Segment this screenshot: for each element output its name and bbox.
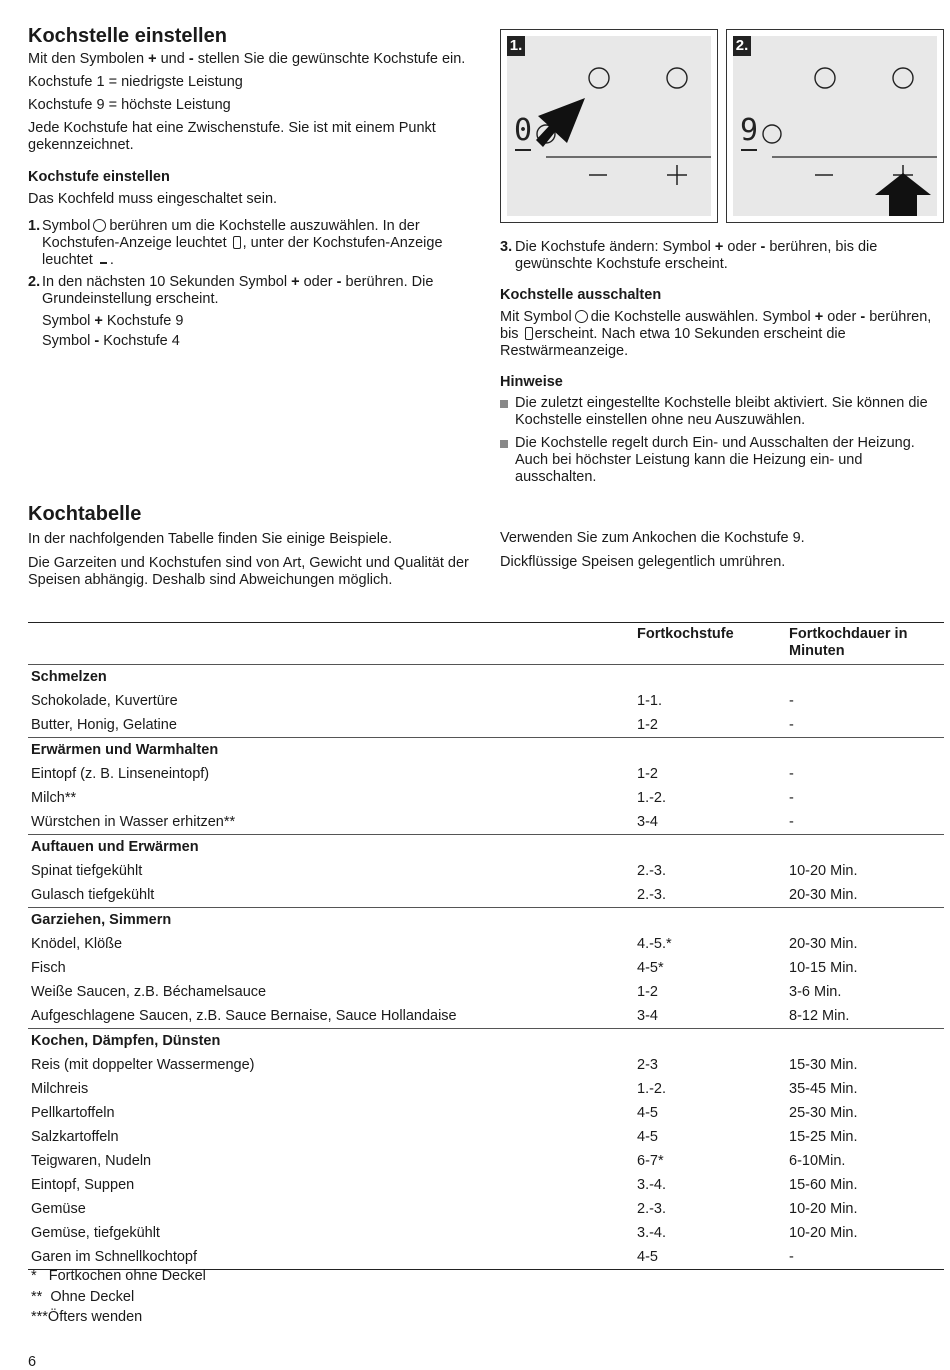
table-header-row: [28, 623, 944, 665]
max-level-text: Kochstufe 9 = höchste Leistung: [28, 97, 231, 113]
symbol-minus-line: Symbol - Kochstufe 4: [42, 333, 180, 349]
table-body: [28, 665, 944, 1270]
table-cell-dish: Milch**: [31, 790, 77, 806]
figure-panel-1: [500, 29, 718, 223]
table-cell-dish: Butter, Honig, Gelatine: [31, 717, 177, 733]
table-row: [28, 1173, 944, 1197]
table-row: [28, 713, 944, 738]
panel-1-display: 0: [514, 113, 533, 148]
table-group-row: [28, 1029, 944, 1054]
table-row: [28, 1125, 944, 1149]
cooking-zone-circle-icon: [815, 68, 835, 88]
table-row: [28, 689, 944, 713]
note-item: Die Kochstelle regelt durch Ein- und Ausschalten der Heizung. Auch bei höchster Leistung kann die Heizung ein- und ausschalten.: [500, 435, 942, 486]
kochtabelle-intro: [28, 502, 473, 589]
subtitle-kochstelle-ausschalten: Kochstelle ausschalten: [500, 287, 662, 303]
kochtabelle-intro-1: In der nachfolgenden Tabelle finden Sie einige Beispiele.: [28, 531, 393, 547]
table-cell-dish: Spinat tiefgekühlt: [31, 863, 143, 879]
table-cell-duration: 10-20 Min.: [789, 1225, 858, 1241]
panel-1-tag: 1.: [507, 36, 525, 56]
table-cell-level: 1-1.: [637, 693, 662, 709]
off-paragraph: Mit Symbol die Kochstelle auswählen. Symbol + oder - berühren, bis erscheint. Nach etwa 10 Sekunden erscheint die Restwärmeanzeige.: [500, 309, 932, 359]
table-cell-level: 3.-4.: [637, 1177, 667, 1193]
table-header-cell: Fortkochstufe: [637, 626, 734, 642]
footnote-item: ** Ohne Deckel: [31, 1288, 135, 1305]
table-cell-duration: 10-15 Min.: [789, 960, 858, 976]
table-cell-level: 4-5: [634, 1245, 786, 1270]
table-group-label: Kochen, Dämpfen, Dünsten: [28, 1029, 944, 1054]
table-cell-level: 2.-3.: [637, 1201, 667, 1217]
section-title-kochtabelle: Kochtabelle: [28, 503, 142, 525]
table-group-row: [28, 835, 944, 860]
panel-2-tag: 2.: [733, 36, 751, 56]
table-row: [28, 859, 944, 883]
table-cell-level: 4-5: [637, 1129, 658, 1145]
left-column: [28, 24, 473, 356]
underscore-indicator-icon: [100, 262, 107, 264]
table-cell-duration: 15-30 Min.: [789, 1057, 858, 1073]
table-cell-duration: 35-45 Min.: [789, 1081, 858, 1097]
table-group-label: Garziehen, Simmern: [28, 908, 944, 933]
table-cell-dish: Würstchen in Wasser erhitzen**: [31, 814, 236, 830]
table-cell-dish: Pellkartoffeln: [31, 1105, 115, 1121]
display-zero-icon: [233, 236, 241, 249]
table-cell-level: 3-4: [637, 1008, 658, 1024]
table-cell-dish: Gulasch tiefgekühlt: [31, 887, 155, 903]
table-cell-duration: -: [789, 766, 794, 782]
table-cell-level: 4-5: [637, 1105, 658, 1121]
intro-paragraph: Mit den Symbolen + und - stellen Sie die gewünschte Kochstufe ein.: [28, 51, 466, 67]
footnote-item: ***Öfters wenden: [31, 1309, 143, 1325]
note-item: Die zuletzt eingestellte Kochstelle bleibt aktiviert. Sie können die Kochstelle einstellen ohne neu Auszuwählen.: [500, 395, 942, 429]
section-title-kochstelle-einstellen: Kochstelle einstellen: [28, 25, 227, 47]
table-cell-level: 1-2: [637, 717, 658, 733]
table-row: [28, 1101, 944, 1125]
display-zero-icon: [525, 327, 533, 340]
table-row: [28, 810, 944, 835]
table-cell-duration: 3-6 Min.: [789, 984, 842, 1000]
table-cell-level: 3.-4.: [637, 1225, 667, 1241]
table-row: [28, 786, 944, 810]
step-2: 2. In den nächsten 10 Sekunden Symbol + oder - berühren. Die Grundeinstellung erscheint.: [28, 274, 434, 307]
table-cell-duration: 10-20 Min.: [789, 863, 858, 879]
cooking-zone-circle-icon: [589, 68, 609, 88]
table-cell-dish: Schokolade, Kuvertüre: [31, 693, 178, 709]
table-cell-duration: 15-60 Min.: [789, 1177, 858, 1193]
pointer-arrow-icon: [536, 98, 585, 147]
cooktop-illustration-1: [501, 30, 719, 224]
table-cell-duration: 20-30 Min.: [789, 887, 858, 903]
symbol-plus-line: Symbol + Kochstufe 9: [42, 313, 184, 329]
table-cell-dish: Garen im Schnellkochtopf: [28, 1245, 634, 1270]
table-cell-duration: 8-12 Min.: [789, 1008, 850, 1024]
up-arrow-icon: [875, 173, 931, 216]
table-cell-level: 1-2: [637, 766, 658, 782]
table-cell-dish: Gemüse, tiefgekühlt: [31, 1225, 160, 1241]
table-cell-duration: 10-20 Min.: [789, 1201, 858, 1217]
table-group-row: [28, 665, 944, 690]
table-cell-level: 6-7*: [637, 1153, 664, 1169]
table-cell-level: 4-5*: [637, 960, 664, 976]
table-cell-level: 4.-5.*: [637, 936, 672, 952]
table-cell-level: 1.-2.: [637, 790, 667, 806]
table-cell-level: 3-4: [637, 814, 658, 830]
table-group-label: Erwärmen und Warmhalten: [28, 738, 944, 763]
table-group-label: Schmelzen: [31, 669, 107, 685]
table-cell-duration: -: [789, 790, 794, 806]
min-level-text: Kochstufe 1 = niedrigste Leistung: [28, 74, 243, 90]
table-row: [28, 883, 944, 908]
cooking-table: [28, 622, 944, 1270]
table-cell-duration: 15-25 Min.: [789, 1129, 858, 1145]
table-cell-dish: Aufgeschlagene Saucen, z.B. Sauce Bernaise, Sauce Hollandaise: [31, 1008, 457, 1024]
table-cell-level: 2.-3.: [637, 863, 667, 879]
bullet-square-icon: [500, 440, 508, 448]
table-cell-duration: 20-30 Min.: [789, 936, 858, 952]
table-cell-duration: -: [786, 1245, 944, 1270]
circle-symbol-icon: [575, 310, 588, 323]
minus-symbol: -: [188, 51, 194, 67]
table-row: [28, 956, 944, 980]
cooktop-illustration-2: [727, 30, 945, 224]
table-cell-dish: Reis (mit doppelter Wassermenge): [31, 1057, 255, 1073]
table-row: [28, 762, 944, 786]
page-number: 6: [28, 1354, 37, 1370]
right-column: [500, 239, 942, 492]
kochtabelle-right-notes: [500, 530, 942, 571]
footnote-item: * Fortkochen ohne Deckel: [31, 1268, 206, 1284]
table-row: [28, 1004, 944, 1029]
table-header-cell: Fortkochdauer in Minuten: [789, 626, 908, 659]
table-row: [28, 1149, 944, 1173]
step-1: 1. Symbol berühren um die Kochstelle auszuwählen. In der Kochstufen-Anzeige leuchtet , unter der Kochstufen-Anzeige leuchtet .: [28, 218, 443, 268]
table-row: [28, 932, 944, 956]
table-group-row: [28, 738, 944, 763]
subtitle-kochstufe-einstellen: Kochstufe einstellen: [28, 169, 170, 185]
table-cell-duration: -: [789, 717, 794, 733]
table-group-label: Auftauen und Erwärmen: [28, 835, 944, 860]
kochtabelle-intro-2: Die Garzeiten und Kochstufen sind von Art, Gewicht und Qualität der Speisen abhängig. Deshalb sind Abweichungen möglich.: [28, 555, 469, 588]
table-cell-dish: Eintopf, Suppen: [31, 1177, 135, 1193]
table-row: [28, 980, 944, 1004]
table-cell-dish: Fisch: [31, 960, 66, 976]
table-row: [28, 1077, 944, 1101]
figure-panel-2: [726, 29, 944, 223]
table-cell-dish: Teigwaren, Nudeln: [31, 1153, 152, 1169]
table-header-cell: [28, 623, 634, 665]
table-cell-dish: Gemüse: [31, 1201, 86, 1217]
table-cell-duration: -: [789, 693, 794, 709]
plus-symbol: +: [148, 51, 157, 67]
table-row: [28, 1197, 944, 1221]
table-cell-level: 1.-2.: [637, 1081, 667, 1097]
table-cell-level: 2.-3.: [637, 887, 667, 903]
subtitle-hinweise: Hinweise: [500, 374, 563, 390]
table-cell-dish: Milchreis: [31, 1081, 89, 1097]
table-cell-duration: -: [789, 814, 794, 830]
table-row: [28, 1221, 944, 1245]
bullet-square-icon: [500, 400, 508, 408]
table-cell-level: 1-2: [637, 984, 658, 1000]
umruehren-text: Dickflüssige Speisen gelegentlich umrühren.: [500, 554, 786, 570]
table-cell-dish: Weiße Saucen, z.B. Béchamelsauce: [31, 984, 267, 1000]
cooking-zone-circle-icon: [893, 68, 913, 88]
selector-circle-icon: [763, 125, 781, 143]
intermediate-text: Jede Kochstufe hat eine Zwischenstufe. Sie ist mit einem Punkt gekennzeichnet.: [28, 120, 436, 153]
ankochen-text: Verwenden Sie zum Ankochen die Kochstufe 9.: [500, 530, 805, 546]
circle-symbol-icon: [93, 219, 106, 232]
table-row: [28, 1053, 944, 1077]
table-group-row: [28, 908, 944, 933]
cooking-zone-circle-icon: [667, 68, 687, 88]
table-cell-duration: 6-10Min.: [789, 1153, 846, 1169]
table-cell-dish: Salzkartoffeln: [31, 1129, 119, 1145]
table-cell-duration: 25-30 Min.: [789, 1105, 858, 1121]
footnotes: [31, 1266, 206, 1328]
panel-2-display: 9: [740, 113, 759, 148]
step-3: 3. Die Kochstufe ändern: Symbol + oder - berühren, bis die gewünschte Kochstufe erscheint.: [500, 239, 878, 272]
prereq-text: Das Kochfeld muss eingeschaltet sein.: [28, 191, 278, 207]
table-cell-dish: Eintopf (z. B. Linseneintopf): [31, 766, 210, 782]
table-cell-level: 2-3: [637, 1057, 658, 1073]
table-cell-dish: Knödel, Klöße: [31, 936, 123, 952]
